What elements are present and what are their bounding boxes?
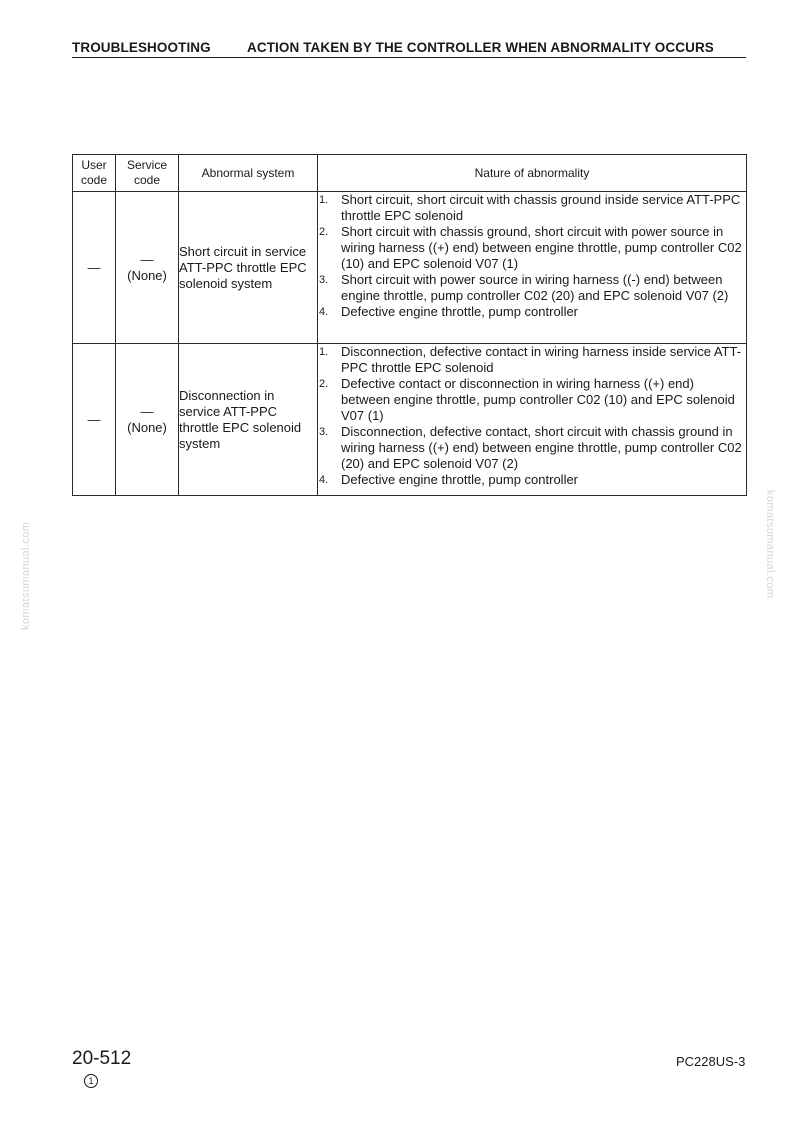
item-text: Disconnection, defective contact in wiring harness inside service ATT-PPC throttle EPC solenoid xyxy=(341,344,742,375)
list-item xyxy=(318,424,746,472)
item-text: Short circuit, short circuit with chassis ground inside service ATT-PPC throttle EPC solenoid xyxy=(341,192,741,223)
item-number: 1. xyxy=(319,194,329,206)
list-item xyxy=(318,376,746,424)
service-code-cell xyxy=(116,192,179,344)
nature-cell xyxy=(318,192,747,344)
service-code-dash: — xyxy=(140,251,154,267)
item-number: 3. xyxy=(319,426,329,438)
list-item xyxy=(318,304,746,320)
user-code-cell: — xyxy=(73,192,116,344)
abnormal-system-header: Abnormal system xyxy=(179,155,318,192)
table-header-row xyxy=(73,155,747,192)
table-row xyxy=(73,344,747,496)
list-item xyxy=(318,344,746,376)
service-code-cell xyxy=(116,344,179,496)
table-row xyxy=(73,192,747,344)
item-text: Defective contact or disconnection in wiring harness ((+) end) between engine throttle, pump controller C02 (10) and EPC solenoid V07 (1) xyxy=(341,376,735,423)
section-title: TROUBLESHOOTING xyxy=(72,40,211,55)
service-code-value: (None) xyxy=(127,267,167,283)
abnormality-table xyxy=(72,154,747,496)
list-item xyxy=(318,272,746,304)
page-number: 20-512 xyxy=(72,1048,132,1069)
item-number: 4. xyxy=(319,474,329,486)
item-number: 1. xyxy=(319,346,329,358)
abnormal-system-cell: Short circuit in service ATT-PPC throttle EPC solenoid system xyxy=(179,192,318,344)
watermark-right: komatsumanual.com xyxy=(764,490,776,599)
nature-header: Nature of abnormality xyxy=(318,155,747,192)
revision-mark: 1 xyxy=(84,1074,98,1088)
service-code-dash: — xyxy=(140,403,154,419)
item-text: Short circuit with power source in wiring harness ((-) end) between engine throttle, pump controller C02 (20) and EPC solenoid V07 (2) xyxy=(341,272,729,303)
item-text: Disconnection, defective contact, short circuit with chassis ground in wiring harness ((+) end) between engine throttle, pump controller C02 (20) and EPC solenoid V07 (2) xyxy=(341,424,742,471)
watermark-left: komatsumanual.com xyxy=(20,521,32,630)
list-item xyxy=(318,224,746,272)
item-number: 2. xyxy=(319,378,329,390)
page-title: ACTION TAKEN BY THE CONTROLLER WHEN ABNORMALITY OCCURS xyxy=(247,40,714,55)
item-number: 4. xyxy=(319,306,329,318)
page-header xyxy=(72,40,746,58)
item-number: 2. xyxy=(319,226,329,238)
abnormal-system-cell: Disconnection in service ATT-PPC throttle EPC solenoid system xyxy=(179,344,318,496)
service-code-value: (None) xyxy=(127,419,167,435)
user-code-cell: — xyxy=(73,344,116,496)
user-code-header: User code xyxy=(73,155,116,192)
model-number: PC228US-3 xyxy=(676,1054,746,1069)
list-item xyxy=(318,192,746,224)
item-text: Defective engine throttle, pump controller xyxy=(341,304,579,319)
list-item xyxy=(318,472,746,488)
item-text: Short circuit with chassis ground, short circuit with power source in wiring harness ((+) end) between engine throttle, pump controller C02 (10) and EPC solenoid V07 (1) xyxy=(341,224,742,271)
service-code-header: Service code xyxy=(116,155,179,192)
item-number: 3. xyxy=(319,274,329,286)
item-text: Defective engine throttle, pump controller xyxy=(341,472,579,487)
nature-cell xyxy=(318,344,747,496)
